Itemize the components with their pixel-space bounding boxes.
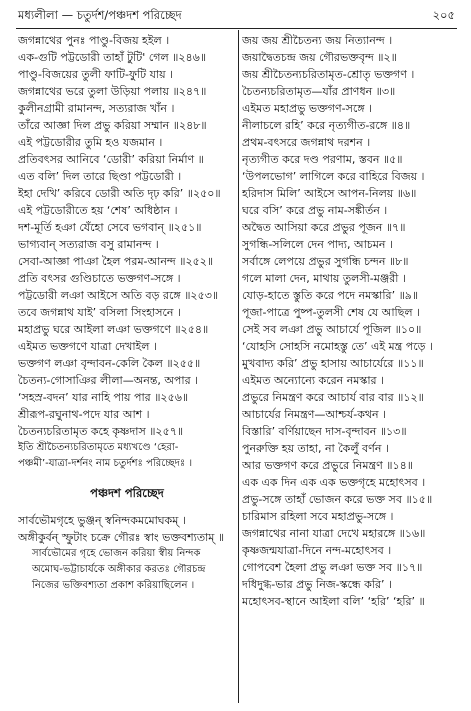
text-line: প্রভু-সঙ্গে তাহাঁ ভোজন করে ভক্ত সব ॥১৫॥ (242, 493, 433, 506)
text-line: দশ-মূর্তি হঞা যেঁহো সেবে ভগবান্ ॥২৫১॥ (18, 221, 202, 234)
text-line: অঙ্গীকুর্বন্ স্ফুটাং চক্রে গৌরঃ স্বাং ভক্তবশ্যতাম্ ॥ (18, 531, 225, 544)
text-line: তাঁরে আজ্ঞা দিল প্রভু করিয়া সম্মান ॥২৪৮॥ (18, 119, 207, 132)
text-line: এইমত অন্যোন্যে করেন নমস্কার । (242, 374, 385, 387)
text-line: এই পট্টডোরীর তুমি হও যজমান । (18, 136, 163, 149)
text-line: নৃত্যগীত করে দণ্ড পরণাম, স্তবন ॥৫॥ (242, 153, 403, 166)
text-line: জগন্নাথের পুনঃ পাণ্ডু-বিজয় হইল । (18, 34, 170, 47)
text-line: পট্টডোরী লঞা আইসে অতি বড় রঙ্গে ॥২৫৩॥ (18, 289, 219, 302)
sanskrit-verse (18, 512, 236, 546)
text-line: সার্বভৌমের গৃহে ভোজন করিয়া স্বীয় নিন্দক (32, 548, 201, 559)
text-line: কুলীনগ্রামী রামানন্দ, সত্যরাজ খাঁন । (18, 102, 175, 115)
text-line: প্রতি বৎসর গুণ্ডিচাতে ভক্তগণ-সঙ্গে । (18, 272, 181, 285)
text-line: হরিদাস মিলি’ আইসে আপন-নিলয় ॥৬॥ (242, 187, 417, 200)
text-line: এক-গুটি পট্টডোরী তাহাঁ টুটি' গেল ॥২৪৬॥ (18, 51, 207, 64)
page-number: ২০৫ (432, 8, 455, 22)
running-header-title: মধ্যলীলা — চতুর্দশ/পঞ্চদশ পরিচ্ছেদ (18, 8, 182, 22)
text-line: বিস্তারি’ বর্ণিয়াছেন দাস-বৃন্দাবন ॥১৩॥ (242, 425, 407, 438)
text-line: এই পট্টডোরীতে হয় ‘শেষ’ অধিষ্ঠান । (18, 204, 178, 217)
running-header (18, 4, 455, 26)
text-line: জয় শ্রীচৈতন্যচরিতামৃত-শ্রোতৃ ভক্তগণ । (242, 68, 415, 81)
text-line: চারিমাস রহিলা সবে মহাপ্রভু-সঙ্গে । (242, 510, 394, 523)
text-line: পঞ্চমী’-যাত্রা-দর্শনং নাম চতুর্দশঃ পরিচ্ছেদঃ । (18, 458, 193, 469)
left-column (18, 32, 236, 705)
text-line: সেবা-আজ্ঞা পাঞা হৈল পরম-আনন্দ ॥২৫২॥ (18, 255, 214, 268)
verse-block-chapter15 (242, 32, 457, 610)
chapter-summary (18, 546, 236, 594)
text-line: এক এক দিন এক এক ভক্তগৃহে মহোৎসব । (242, 476, 426, 489)
verse-block-chapter14 (18, 32, 236, 440)
text-line: পাণ্ডু-বিজয়ের তুলী ফাটি-ফুটি যায় । (18, 68, 174, 81)
text-line: নিজের ভক্তিবশ্যতা প্রকাশ করিয়াছিলেন । (32, 580, 195, 591)
text-line: প্রভুরে নিমন্ত্রণ করে আচার্য বার বার ॥১২॥ (242, 391, 424, 404)
text-line: এইমত ভক্তগণে যাত্রা দেখাইল । (18, 340, 157, 353)
text-line: জয় জয় শ্রীচৈতন্য জয় নিত্যানন্দ । (242, 34, 393, 47)
colophon (18, 440, 236, 472)
text-line: দধিদুগ্ধ-ভার প্রভু নিজ-স্কন্ধে করি’ । (242, 578, 392, 591)
text-line: অমোঘ-ভট্টাচার্যকে অঙ্গীকার করতঃ গৌরচন্দ্র (32, 564, 206, 575)
text-line: জগন্নাথের নানা যাত্রা দেখে মহারঙ্গে ॥১৬॥ (242, 527, 426, 540)
text-line: ঘরে বসি’ করে প্রভু নাম-সঙ্কীর্তন । (242, 204, 388, 217)
text-line: এইমত মহাপ্রভু ভক্তগণ-সঙ্গে । (242, 102, 373, 115)
right-column (242, 32, 457, 705)
text-line: তবে জগন্নাথ যাই’ বসিলা সিংহাসনে । (18, 306, 181, 319)
text-line: ‘উপলভোগ’ লাগিলে করে বাহিরে বিজয় । (242, 170, 425, 183)
text-line: প্রতিবৎসর আনিবে ‘ডোরী’ করিয়া নির্মাণ ॥ (18, 153, 204, 166)
chapter-title: পঞ্চদশ পরিচ্ছেদ (90, 486, 164, 500)
text-line: আচার্যের নিমন্ত্রণ—আশ্চর্য-কথন । (242, 408, 387, 421)
text-line: সেই সব লঞা প্রভু আচার্যে পূজিল ॥১০॥ (242, 323, 422, 336)
text-line: ভাগ্যবান্ সত্যরাজ বসু রামানন্দ । (18, 238, 159, 251)
text-line: সার্বভৌমগৃহে ভুঞ্জন্ স্বনিন্দকমমোঘকম্ । (18, 514, 186, 527)
text-line: চৈতন্যচরিতামৃত কহে কৃষ্ণদাস ॥২৫৭॥ (18, 425, 184, 438)
header-rule (16, 28, 457, 29)
text-line: মহোৎসব-স্থানে আইলা বলি’ ‘হরি’ ‘হরি’ ॥ (242, 595, 425, 608)
text-line: কৃষ্ণজন্মযাত্রা-দিনে নন্দ-মহোৎসব । (242, 544, 392, 557)
text-line: ইহা দেখি’ করিবে ডোরী অতি দৃঢ় করি’ ॥২৫০॥ (18, 187, 221, 200)
text-line: জগন্নাথের ভরে তুলা উড়িয়া পলায় ॥২৪৭॥ (18, 85, 207, 98)
text-line: মুখবাদ্য করি’ প্রভু হাসায় আচার্যেরে ॥১১॥ (242, 357, 424, 370)
text-line: চৈতন্যচরিতামৃত—যাঁর প্রাণধন ॥৩॥ (242, 85, 396, 98)
text-line: যোড়-হাতে স্তুতি করে পদে নমস্কারি’ ॥৯॥ (242, 289, 419, 302)
text-line: ইতি শ্রীচৈতন্যচরিতামৃতে মধ্যখণ্ডে ‘হেরা- (18, 442, 179, 453)
text-line: জয়াদ্বৈতচন্দ্র জয় গৌরভক্তবৃন্দ ॥২॥ (242, 51, 397, 64)
text-line: আর ভক্তগণ করে প্রভুরে নিমন্ত্রণ ॥১৪॥ (242, 459, 413, 472)
text-line: চৈতন্য-গোসাঞির লীলা—অনন্ত, অপার । (18, 374, 199, 387)
text-line: শ্রীরূপ-রঘুনাথ-পদে যার আশ । (18, 408, 150, 421)
text-line: সুগন্ধি-সলিলে দেন পাদ্য, আচমন । (242, 238, 393, 251)
text-line: পুনরুক্তি হয় তাহা, না কৈলুঁ বর্ণন । (242, 442, 389, 455)
text-line: গলে মালা দেন, মাথায় তুলসী-মঞ্জরী । (242, 272, 406, 285)
text-line: নীলাচলে রহি’ করে নৃত্যগীত-রঙ্গে ॥৪॥ (242, 119, 411, 132)
text-line: মহাপ্রভু ঘরে আইলা লঞা ভক্তগণে ॥২৫৪॥ (18, 323, 209, 336)
text-line: ‘যোহসি সোহসি নমোহস্তু তে’ এই মন্ত্র পড়ে । (242, 340, 433, 353)
text-line: ‘সহস্র-বদন’ যার নাহি পায় পার ॥২৫৬॥ (18, 391, 189, 404)
text-line: পূজা-পাত্রে পুষ্প-তুলসী শেষ যে আছিল । (242, 306, 420, 319)
text-line: সর্বাঙ্গে লেপয়ে প্রভুর সুগন্ধি চন্দন ॥৮॥ (242, 255, 409, 268)
text-line: এত বলি’ দিল তারে ছিণ্ডা পট্টডোরী । (18, 170, 182, 183)
column-divider (238, 30, 239, 703)
text-line: গোপবেশ হৈলা প্রভু লঞা ভক্ত সব ॥১৭॥ (242, 561, 423, 574)
text-line: প্রথম-বৎসরে জগন্নাথ দরশন । (242, 136, 371, 149)
text-line: ভক্তগণ লঞা বৃন্দাবন-কেলি কৈল ॥২৫৫॥ (18, 357, 201, 370)
text-line: অদ্বৈত আসিয়া করে প্রভুর পূজন ॥৭॥ (242, 221, 406, 234)
